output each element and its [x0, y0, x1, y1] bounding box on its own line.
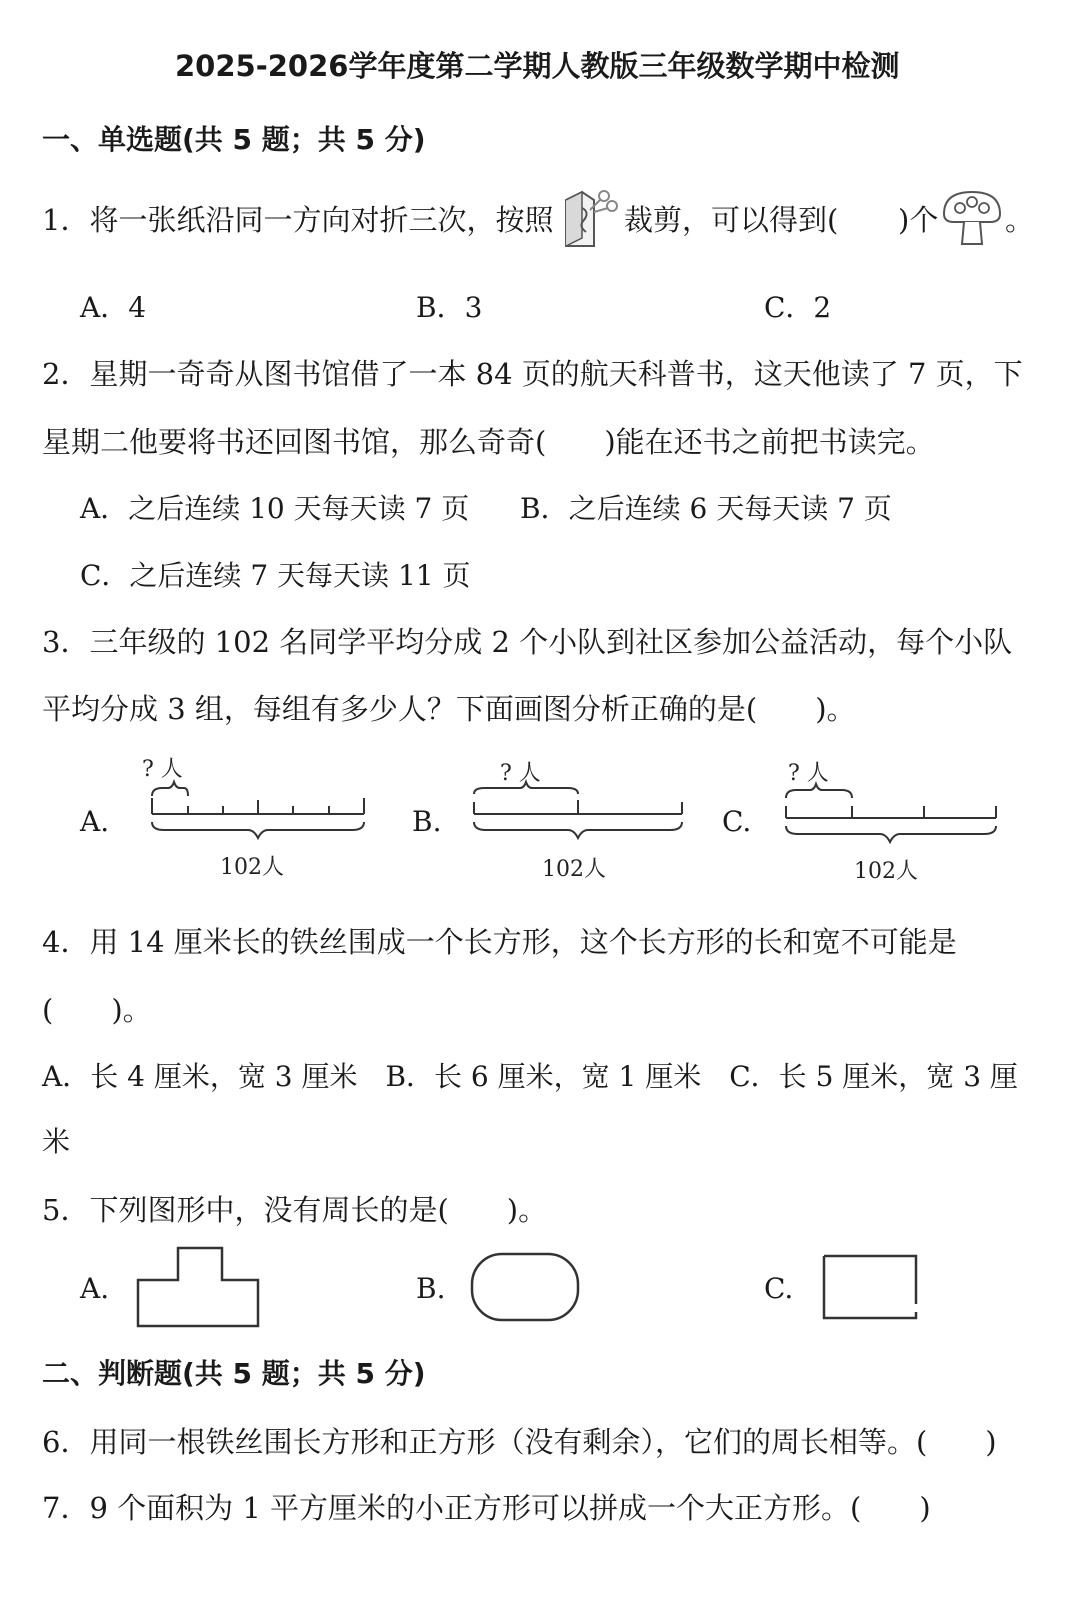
- question-1-text-end: 。: [1005, 203, 1035, 237]
- question-5-option-b[interactable]: B.: [416, 1272, 446, 1305]
- question-4-line-2: ( )。: [42, 993, 152, 1027]
- question-3-line-1: 3．三年级的 102 名同学平均分成 2 个小队到社区参加公益活动，每个小队: [42, 625, 1013, 659]
- diagram-a-bottom-label: 102人: [220, 855, 284, 880]
- diagram-c-bottom-label: 102人: [854, 859, 918, 884]
- question-1-option-a[interactable]: A．4: [80, 291, 147, 324]
- question-1-text-post: )个: [898, 203, 939, 237]
- question-1-option-c[interactable]: C．2: [764, 291, 832, 324]
- question-5-shape-a-t-shape: [134, 1244, 264, 1334]
- question-3-option-b[interactable]: B.: [412, 805, 442, 838]
- question-5-shape-b-rounded-rectangle: [470, 1252, 582, 1324]
- section-heading-single-choice: 一、单选题(共 5 题；共 5 分): [42, 123, 426, 156]
- question-1-option-b[interactable]: B．3: [416, 291, 483, 324]
- question-3-line-2: 平均分成 3 组，每组有多少人？下面画图分析正确的是( )。: [42, 692, 856, 726]
- question-2-option-c[interactable]: C．之后连续 7 天每天读 11 页: [80, 559, 471, 592]
- diagram-c-top-label: ? 人: [788, 761, 829, 786]
- question-3-diagram-c: [780, 750, 1010, 890]
- question-3-diagram-a: [140, 750, 380, 890]
- question-6-text: 6．用同一根铁丝围长方形和正方形（没有剩余），它们的周长相等。( ): [42, 1425, 997, 1459]
- question-2-line-2: 星期二他要将书还回图书馆，那么奇奇( )能在还书之前把书读完。: [42, 425, 935, 459]
- question-5-shape-c-open-rectangle: [820, 1252, 920, 1322]
- diagram-b-bottom-label: 102人: [542, 857, 606, 882]
- diagram-a-top-label: ? 人: [142, 757, 183, 782]
- question-5-line-1: 5．下列图形中，没有周长的是( )。: [42, 1193, 548, 1227]
- question-7-text: 7．9 个面积为 1 平方厘米的小正方形可以拼成一个大正方形。( ): [42, 1491, 931, 1525]
- question-3-option-c[interactable]: C.: [722, 805, 752, 838]
- diagram-b-top-label: ? 人: [500, 761, 541, 786]
- question-4-options-wrap: 米: [42, 1125, 71, 1158]
- question-1-text-start: 1．将一张纸沿同一方向对折三次，按照: [42, 203, 554, 237]
- folded-paper-scissors-icon: [560, 186, 620, 250]
- question-2-option-a[interactable]: A．之后连续 10 天每天读 7 页: [80, 492, 470, 525]
- question-5-option-c[interactable]: C.: [764, 1272, 794, 1305]
- question-4-options[interactable]: A．长 4 厘米，宽 3 厘米 B．长 6 厘米，宽 1 厘米 C．长 5 厘米，宽 3 厘: [42, 1060, 1018, 1093]
- question-4-line-1: 4．用 14 厘米长的铁丝围成一个长方形，这个长方形的长和宽不可能是: [42, 925, 957, 959]
- question-2-option-b[interactable]: B．之后连续 6 天每天读 7 页: [520, 492, 892, 525]
- question-3-diagram-b: [470, 750, 690, 890]
- section-heading-true-false: 二、判断题(共 5 题；共 5 分): [42, 1357, 426, 1390]
- mushroom-shape-icon: [940, 186, 1004, 250]
- question-5-option-a[interactable]: A.: [80, 1272, 110, 1305]
- page-title: 2025-2026学年度第二学期人教版三年级数学期中检测: [175, 49, 900, 83]
- question-2-line-1: 2．星期一奇奇从图书馆借了一本 84 页的航天科普书，这天他读了 7 页，下: [42, 357, 1023, 391]
- question-3-option-a[interactable]: A.: [80, 805, 110, 838]
- question-1-text-mid: 裁剪，可以得到(: [624, 203, 839, 237]
